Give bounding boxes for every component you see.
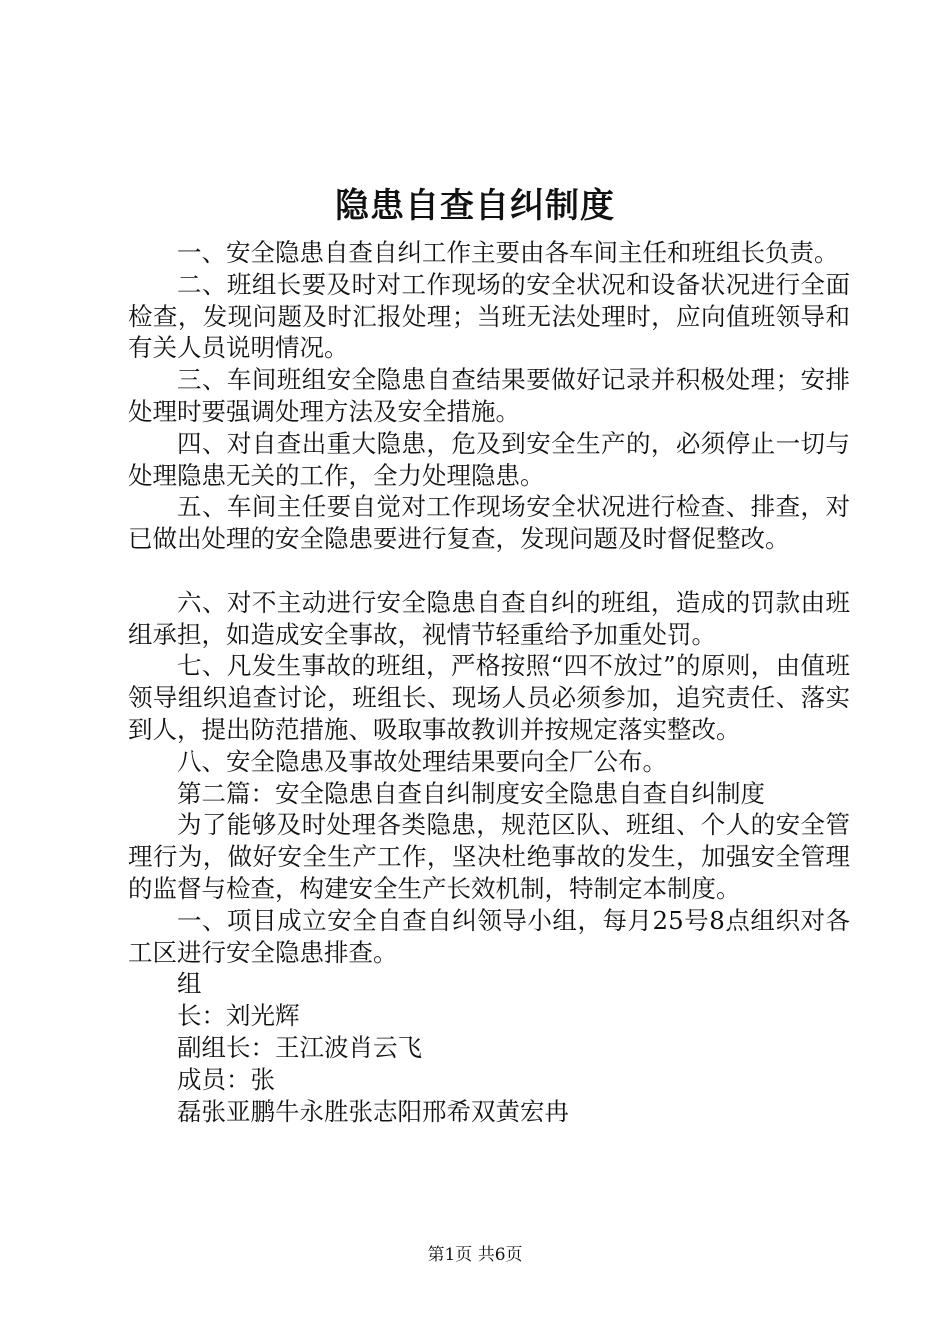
members-list: 磊张亚鹏牛永胜张志阳邢希双黄宏冉 [177,1096,569,1126]
members-label: 成员：张 [177,1064,275,1094]
paragraph-7: 七、凡发生事故的班组，严格按照“四不放过”的原则，由值班领导组织追查讨论，班组长、现场人员必须参加，追究责任、落实到人，提出防范措施、吸取事故教训并按规定落实整改。 [128,651,850,744]
deputy-leader: 副组长：王江波肖云飞 [177,1032,422,1062]
document-title: 隐患自查自纠制度 [335,186,615,226]
page-footer: 第1页 共6页 [427,1245,523,1265]
paragraph-intro: 为了能够及时处理各类隐患，规范区队、班组、个人的安全管理行为，做好安全生产工作，坚决杜绝事故的发生，加强安全管理的监督与检查，构建安全生产长效机制，特制定本制度。 [128,810,850,903]
paragraph-2: 二、班组长要及时对工作现场的安全状况和设备状况进行全面检查，发现问题及时汇报处理；当班无法处理时，应向值班领导和有关人员说明情况。 [128,269,850,363]
paragraph-5: 五、车间主任要自觉对工作现场安全状况进行检查、排查，对已做出处理的安全隐患要进行复查，发现问题及时督促整改。 [128,492,850,554]
paragraph-4: 四、对自查出重大隐患，危及到安全生产的，必须停止一切与处理隐患无关的工作，全力处理隐患。 [128,428,850,490]
paragraph-1: 一、安全隐患自查自纠工作主要由各车间主任和班组长负责。 [177,238,839,267]
paragraph-6: 六、对不主动进行安全隐患自查自纠的班组，造成的罚款由班组承担，如造成安全事故，视情节轻重给予加重处罚。 [128,587,850,649]
group-label: 组 [177,969,202,999]
group-leader: 长：刘光辉 [177,1001,300,1031]
paragraph-3: 三、车间班组安全隐患自查结果要做好记录并积极处理；安排处理时要强调处理方法及安全措施。 [128,365,850,426]
section-heading: 第二篇：安全隐患自查自纠制度安全隐患自查自纠制度 [177,778,765,808]
document-body [128,237,850,1127]
paragraph-item-1: 一、项目成立安全自查自纠领导小组，每月25号8点组织对各工区进行安全隐患排查。 [128,905,850,967]
paragraph-8: 八、安全隐患及事故处理结果要向全厂公布。 [177,746,667,776]
